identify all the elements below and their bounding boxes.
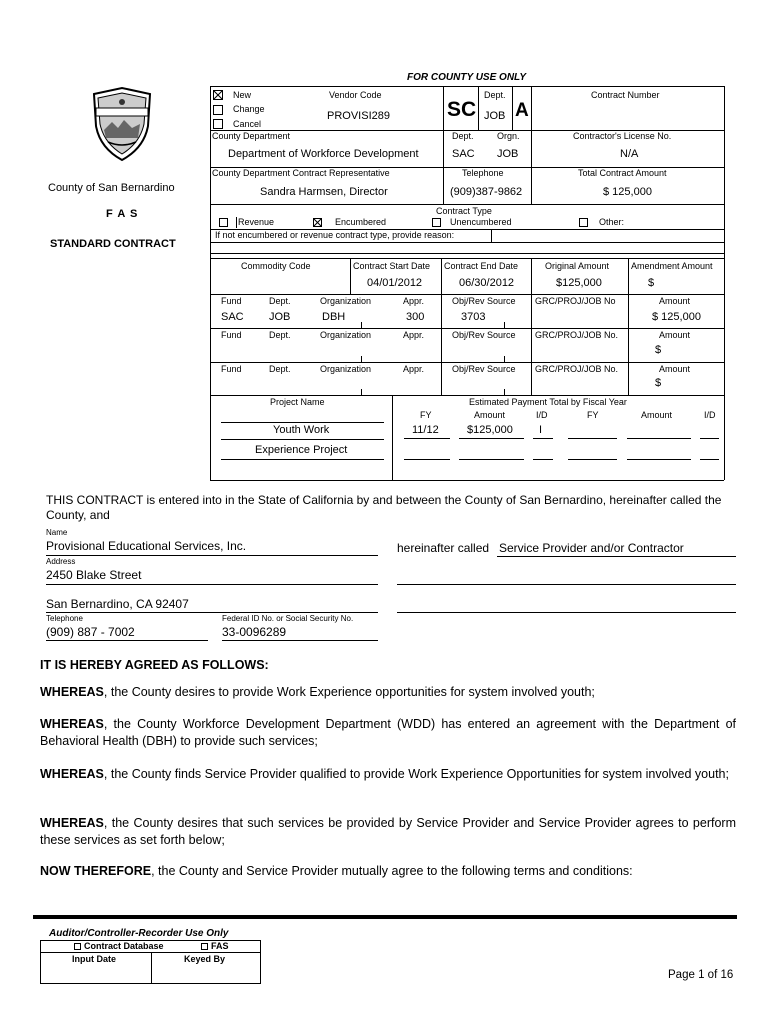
appr-value-1[interactable]: 300 [406, 311, 425, 323]
amendment-amount-label: Amendment Amount [631, 261, 713, 271]
license-value[interactable]: N/A [620, 148, 639, 160]
id-label-2: I/D [704, 410, 716, 420]
county-department-value[interactable]: Department of Workforce Development [228, 148, 419, 160]
cancel-checkbox[interactable] [213, 119, 223, 129]
county-name: County of San Bernardino [48, 182, 175, 194]
fas-checkbox[interactable] [201, 943, 208, 950]
whereas-4: WHEREAS, the County desires that such services be provided by Service Provider and Service Provider agrees to perform these services as set forth below; [40, 816, 736, 847]
obj-rev-label-3: Obj/Rev Source [452, 364, 516, 374]
party-telephone[interactable]: (909) 887 - 7002 [46, 625, 135, 639]
fund-amount-label-1: Amount [659, 296, 691, 306]
orgn-value[interactable]: JOB [497, 148, 519, 160]
new-label: New [233, 90, 252, 100]
whereas-3: WHEREAS, the County finds Service Provider qualified to provide Work Experience Opportunities for system involved youth; [40, 767, 729, 781]
federal-id-label: Federal ID No. or Social Security No. [222, 614, 354, 623]
input-date-label: Input Date [72, 954, 116, 964]
hereinafter-called-value[interactable]: Service Provider and/or Contractor [499, 541, 684, 555]
license-label: Contractor's License No. [573, 131, 672, 141]
intro-paragraph: THIS CONTRACT is entered into in the State of California by and between the County of San Bernardino, hereinafter called the County, and [46, 493, 722, 522]
end-date-value[interactable]: 06/30/2012 [459, 277, 515, 289]
fas-checkbox-label: FAS [211, 941, 229, 951]
fund-label-1: Fund [221, 296, 242, 306]
reason-label: If not encumbered or revenue contract type, provide reason: [215, 230, 455, 240]
fund-dept-value-1[interactable]: JOB [269, 311, 291, 323]
contract-number-label: Contract Number [591, 90, 660, 100]
county-seal-logo [88, 86, 156, 162]
grc-label-3: GRC/PROJ/JOB No. [535, 364, 619, 374]
footer-rule [33, 915, 737, 919]
change-label: Change [233, 104, 265, 114]
start-date-label: Contract Start Date [353, 261, 431, 271]
address-line1[interactable]: 2450 Blake Street [46, 568, 142, 582]
cancel-label: Cancel [233, 119, 262, 129]
organization-label-1: Organization [320, 296, 372, 306]
appr-label-3: Appr. [403, 364, 425, 374]
fy-label-1: FY [420, 410, 432, 420]
estimated-payment-label: Estimated Payment Total by Fiscal Year [469, 397, 627, 407]
amendment-amount-value[interactable]: $ [648, 277, 655, 289]
fund-amount-label-2: Amount [659, 330, 691, 340]
id-value-1[interactable]: I [539, 424, 543, 436]
commodity-code-label: Commodity Code [241, 261, 311, 271]
dept-value[interactable]: SAC [452, 148, 475, 160]
project-name-line1[interactable]: Youth Work [273, 424, 330, 436]
other-label: Other: [599, 217, 625, 227]
appr-label-1: Appr. [403, 296, 425, 306]
fund-dept-label-1: Dept. [269, 296, 291, 306]
original-amount-label: Original Amount [545, 261, 610, 271]
agreed-heading: IT IS HEREBY AGREED AS FOLLOWS: [40, 658, 269, 672]
fund-dept-label-3: Dept. [269, 364, 291, 374]
project-name-line2[interactable]: Experience Project [255, 444, 348, 456]
dept-label: Dept. [452, 131, 474, 141]
project-name-label: Project Name [270, 397, 325, 407]
fund-label-2: Fund [221, 330, 242, 340]
contract-type-label: Contract Type [436, 206, 492, 216]
address-line2[interactable]: San Bernardino, CA 92407 [46, 597, 189, 611]
organization-label-2: Organization [320, 330, 372, 340]
name-label: Name [46, 528, 68, 537]
fund-value-1[interactable]: SAC [221, 311, 244, 323]
revenue-label: Revenue [238, 217, 275, 227]
fy-value-1[interactable]: 11/12 [412, 424, 439, 436]
fund-amount-label-3: Amount [659, 364, 691, 374]
now-therefore: NOW THEREFORE, the County and Service Provider mutually agree to the following terms and conditions: [40, 864, 633, 878]
whereas-1: WHEREAS, the County desires to provide Work Experience opportunities for system involved youth; [40, 685, 595, 699]
amount-label-1: Amount [474, 410, 506, 420]
vendor-code-label: Vendor Code [329, 90, 382, 100]
total-amount-label: Total Contract Amount [578, 168, 667, 178]
new-checkbox[interactable] [213, 90, 223, 100]
revenue-checkbox[interactable] [219, 218, 228, 227]
unencumbered-label: Unencumbered [450, 217, 512, 227]
encumbered-checkbox[interactable] [313, 218, 322, 227]
unencumbered-checkbox[interactable] [432, 218, 441, 227]
vendor-dept-value[interactable]: JOB [484, 110, 506, 122]
standard-contract-title: STANDARD CONTRACT [50, 238, 176, 250]
amount-label-2: Amount [641, 410, 673, 420]
fund-amount-value-1[interactable]: $ 125,000 [652, 311, 701, 323]
orgn-label: Orgn. [497, 131, 520, 141]
grc-label-2: GRC/PROJ/JOB No. [535, 330, 619, 340]
fund-dept-label-2: Dept. [269, 330, 291, 340]
encumbered-label: Encumbered [335, 217, 387, 227]
auditor-box [40, 940, 261, 984]
county-department-label: County Department [212, 131, 291, 141]
telephone-label: Telephone [462, 168, 504, 178]
fund-amount-value-2[interactable]: $ [655, 344, 662, 356]
party-name[interactable]: Provisional Educational Services, Inc. [46, 539, 247, 553]
sc-code: SC [447, 98, 477, 121]
contract-database-label: Contract Database [84, 941, 164, 951]
end-date-label: Contract End Date [444, 261, 519, 271]
fas-title: F A S [106, 208, 139, 220]
party-telephone-label: Telephone [46, 614, 83, 623]
representative-value[interactable]: Sandra Harmsen, Director [260, 186, 388, 198]
keyed-by-label: Keyed By [184, 954, 226, 964]
obj-rev-label-1: Obj/Rev Source [452, 296, 516, 306]
telephone-value[interactable]: (909)387-9862 [450, 186, 523, 198]
for-county-use-heading: FOR COUNTY USE ONLY [407, 72, 527, 83]
payment-amount-value-1[interactable]: $125,000 [467, 424, 513, 436]
other-checkbox[interactable] [579, 218, 588, 227]
fund-label-3: Fund [221, 364, 242, 374]
representative-label: County Department Contract Representative [212, 168, 390, 178]
organization-label-3: Organization [320, 364, 372, 374]
start-date-value[interactable]: 04/01/2012 [367, 277, 423, 289]
original-amount-value[interactable]: $125,000 [556, 277, 602, 289]
change-checkbox[interactable] [213, 105, 223, 115]
total-amount-value[interactable]: $ 125,000 [603, 186, 652, 198]
vendor-dept-label: Dept. [484, 90, 506, 100]
federal-id[interactable]: 33-0096289 [222, 625, 287, 639]
address-label: Address [46, 557, 76, 566]
auditor-title: Auditor/Controller-Recorder Use Only [49, 928, 229, 939]
obj-rev-label-2: Obj/Rev Source [452, 330, 516, 340]
fy-label-2: FY [587, 410, 599, 420]
contract-database-checkbox[interactable] [74, 943, 81, 950]
vendor-code-value[interactable]: PROVISI289 [327, 110, 390, 122]
page-number: Page 1 of 16 [668, 969, 734, 981]
id-label-1: I/D [536, 410, 548, 420]
appr-label-2: Appr. [403, 330, 425, 340]
grc-label-1: GRC/PROJ/JOB No [535, 296, 616, 306]
whereas-2: WHEREAS, the County Workforce Development Department (WDD) has entered an agreement with the Department of Behavioral Health (DBH) to provide such services; [40, 717, 736, 748]
fund-amount-value-3[interactable]: $ [655, 377, 662, 389]
a-code: A [515, 100, 529, 121]
hereinafter-label: hereinafter called [397, 541, 490, 555]
organization-value-1[interactable]: DBH [322, 311, 346, 323]
obj-rev-value-1[interactable]: 3703 [461, 311, 486, 323]
